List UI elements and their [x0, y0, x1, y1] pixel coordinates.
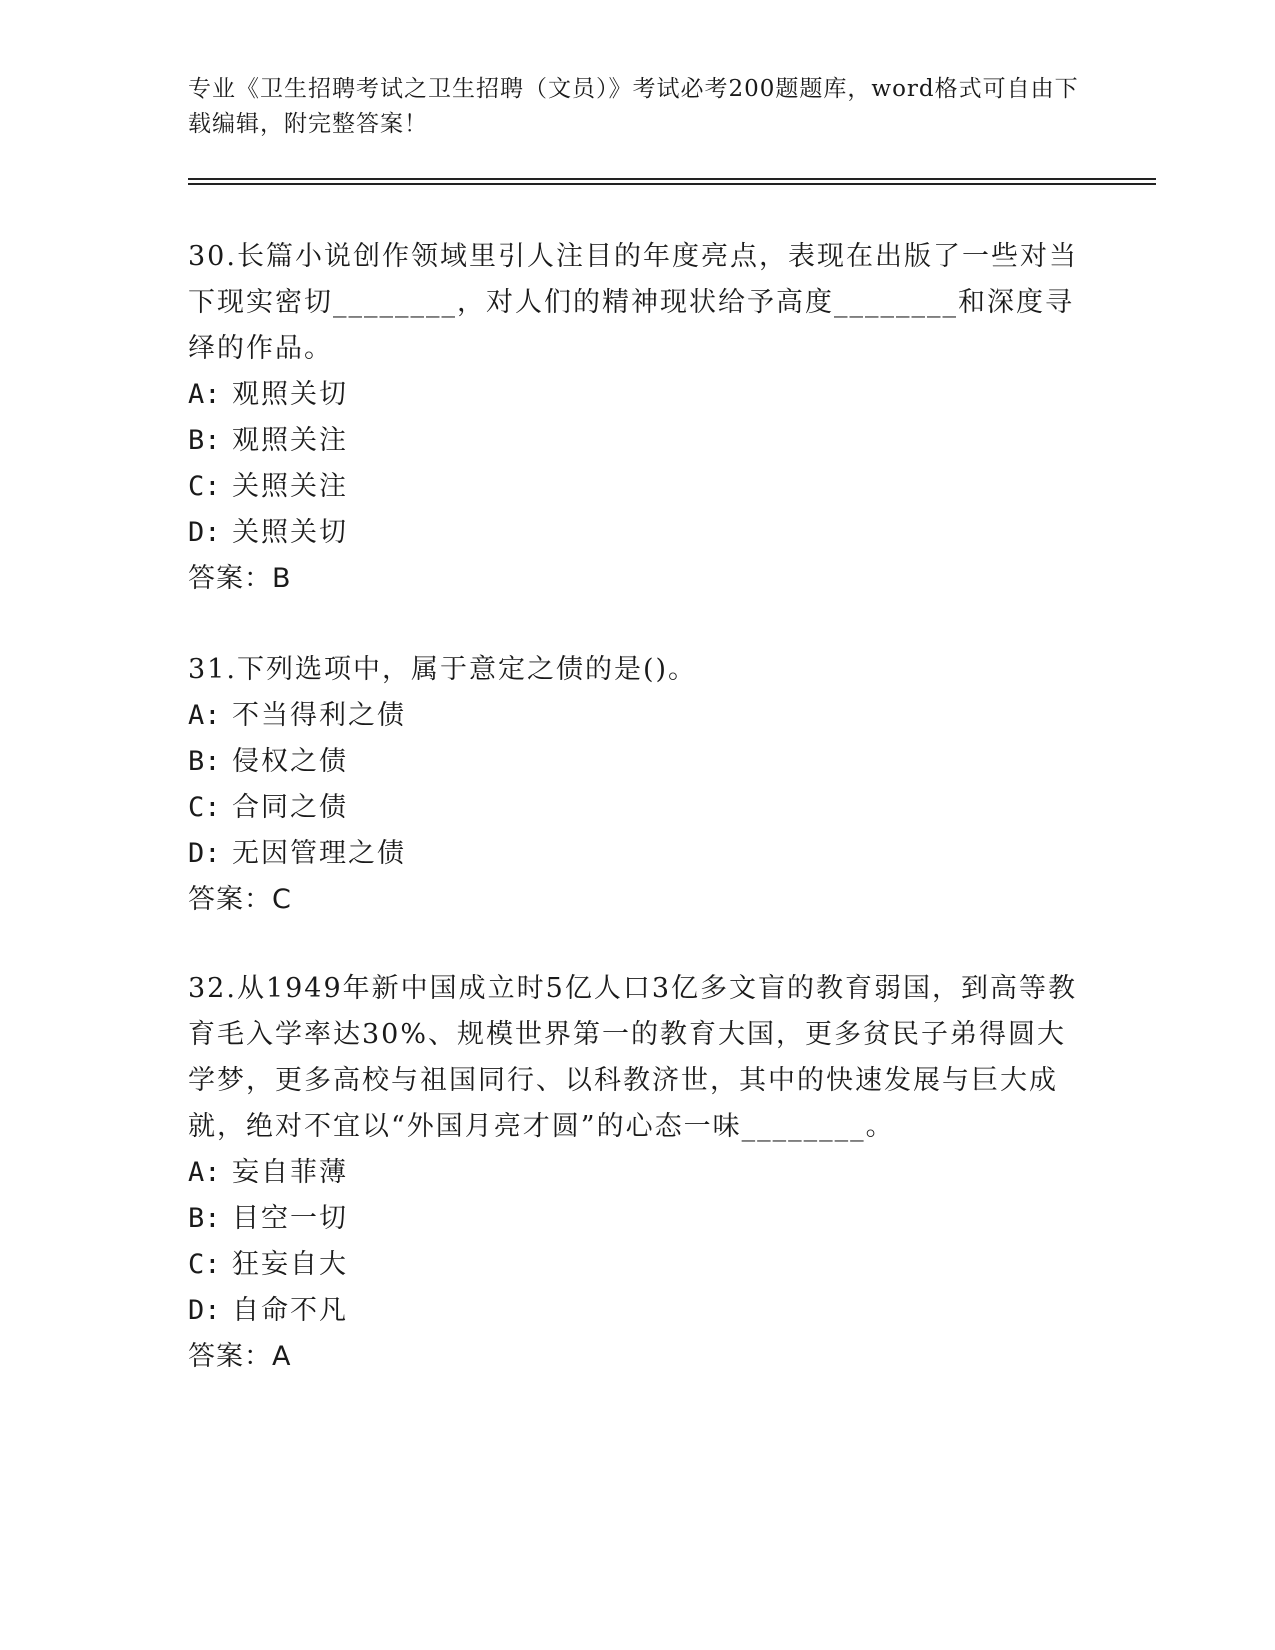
option-label: B: [188, 1203, 221, 1234]
option-label: C: [188, 792, 221, 823]
option-label: D: [188, 1295, 221, 1326]
question-32 [188, 966, 1088, 1380]
option-text: 关照关注 [232, 471, 348, 502]
answer-line: 答案：B [188, 563, 292, 594]
option-label: D: [188, 838, 221, 869]
option-label: A: [188, 1157, 221, 1188]
header-divider-bottom [188, 183, 1156, 185]
option-a [188, 372, 1088, 418]
option-text: 狂妄自大 [232, 1249, 348, 1280]
option-a [188, 693, 1088, 739]
option-text: 不当得利之债 [232, 700, 406, 731]
option-d [188, 1288, 1088, 1334]
answer-line: 答案：A [188, 1341, 292, 1372]
question-text: 30.长篇小说创作领域里引人注目的年度亮点，表现在出版了一些对当下现实密切________，对人们的精神现状给予高度________和深度寻绎的作品。 [188, 241, 1078, 364]
option-b [188, 418, 1088, 464]
option-text: 无因管理之债 [232, 838, 406, 869]
option-label: A: [188, 700, 221, 731]
option-c [188, 464, 1088, 510]
option-label: D: [188, 517, 221, 548]
option-d [188, 831, 1088, 877]
option-label: B: [188, 746, 221, 777]
option-text: 目空一切 [232, 1203, 348, 1234]
question-text: 32.从1949年新中国成立时5亿人口3亿多文盲的教育弱国，到高等教育毛入学率达30%、规模世界第一的教育大国，更多贫民子弟得圆大学梦，更多高校与祖国同行、以科教济世，其中的快速发展与巨大成就，绝对不宜以“外国月亮才圆”的心态一味________。 [188, 973, 1078, 1142]
question-30 [188, 234, 1088, 602]
option-text: 自命不凡 [232, 1295, 348, 1326]
option-text: 侵权之债 [232, 746, 348, 777]
document-header: 专业《卫生招聘考试之卫生招聘（文员）》考试必考200题题库，word格式可自由下载编辑，附完整答案！ [188, 76, 1079, 137]
option-text: 合同之债 [232, 792, 348, 823]
option-a [188, 1150, 1088, 1196]
option-text: 关照关切 [232, 517, 348, 548]
question-31 [188, 647, 1088, 923]
header-divider-top [188, 178, 1156, 180]
option-c [188, 1242, 1088, 1288]
option-b [188, 1196, 1088, 1242]
question-text: 31.下列选项中，属于意定之债的是()。 [188, 654, 698, 685]
option-text: 观照关注 [232, 425, 348, 456]
option-label: C: [188, 471, 221, 502]
option-c [188, 785, 1088, 831]
option-d [188, 510, 1088, 556]
option-b [188, 739, 1088, 785]
option-label: C: [188, 1249, 221, 1280]
answer-line: 答案：C [188, 884, 292, 915]
option-label: A: [188, 379, 221, 410]
option-label: B: [188, 425, 221, 456]
option-text: 妄自菲薄 [232, 1157, 348, 1188]
option-text: 观照关切 [232, 379, 348, 410]
